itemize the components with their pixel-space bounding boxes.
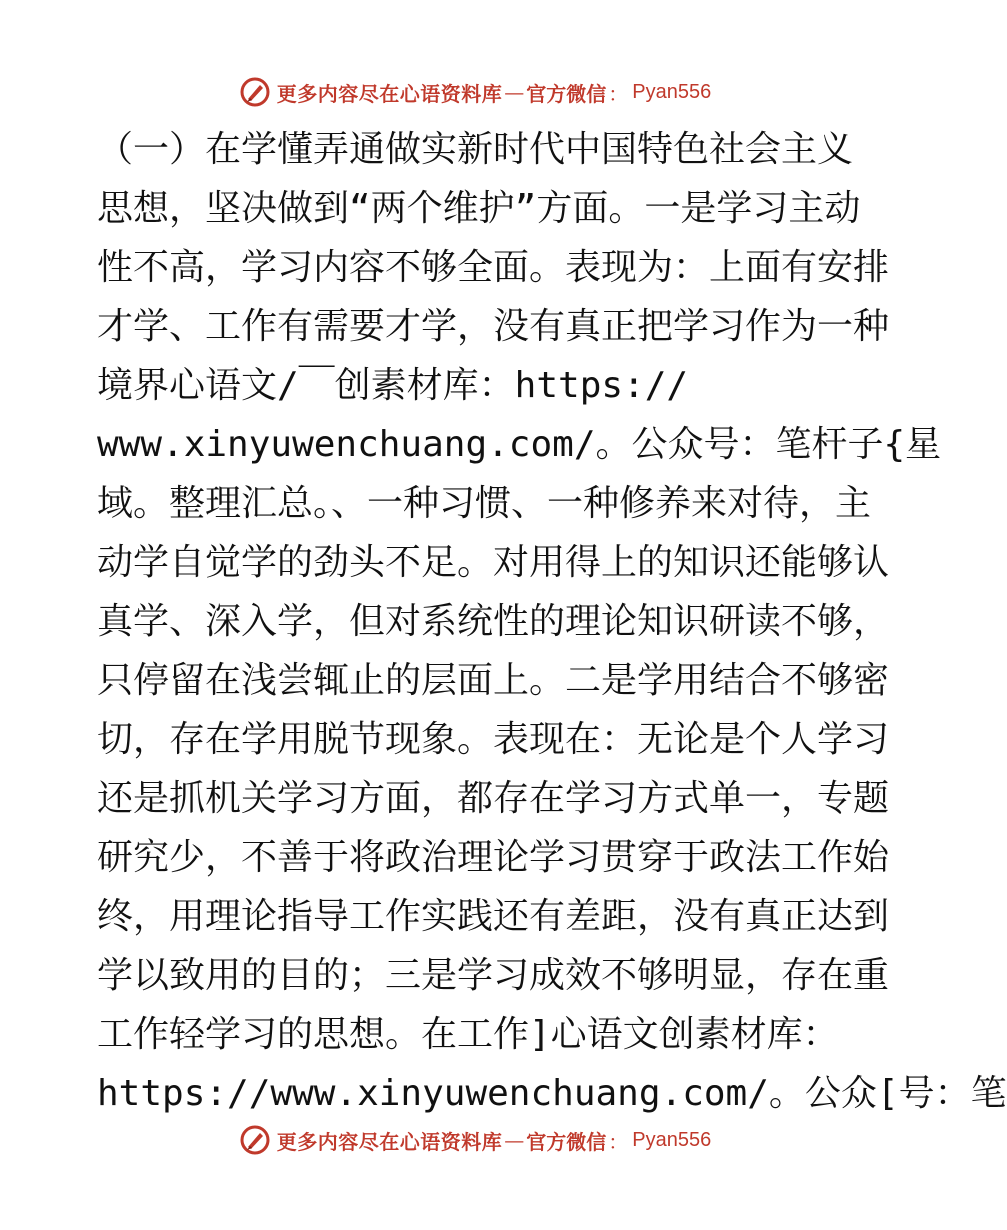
brush-logo-icon [239,76,271,108]
body-line: 境界心语文/￣创素材库：https:// [97,365,689,406]
header-watermark-banner [0,72,950,112]
body-line: 只停留在浅尝辄止的层面上。二是学用结合不够密 [97,660,890,701]
body-text [97,120,1007,1123]
body-line: 还是抓机关学习方面，都存在学习方式单一，专题 [97,778,890,819]
brush-logo-icon [239,1124,271,1156]
footer-colon: ： [608,1129,629,1154]
footer-wechat-label: 官方微信 [526,1129,607,1154]
body-line: 思想，坚决做到“两个维护”方面。一是学习主动 [97,188,861,229]
body-line: 研究少，不善于将政治理论学习贯穿于政法工作始 [97,837,890,878]
body-line: 性不高，学习内容不够全面。表现为：上面有安排 [97,247,890,288]
body-line: 工作轻学习的思想。在工作]心语文创素材库： [97,1014,839,1055]
body-line: 域。整理汇总。、一种习惯、一种修养来对待，主 [97,483,872,524]
body-line: 切，存在学用脱节现象。表现在：无论是个人学习 [97,719,890,760]
header-wechat-label: 官方微信 [526,81,607,106]
body-line: 动学自觉学的劲头不足。对用得上的知识还能够认 [97,542,890,583]
footer-dash: — [504,1128,525,1152]
header-wechat-handle: Pyan556 [632,80,712,103]
body-line: https://www.xinyuwenchuang.com/。公众[号：笔 [97,1073,1007,1114]
body-line: www.xinyuwenchuang.com/。公众号：笔杆子{星 [97,424,942,465]
body-line: 真学、深入学，但对系统性的理论知识研读不够， [97,601,890,642]
body-line: （一）在学懂弄通做实新时代中国特色社会主义 [97,129,854,170]
header-colon: ： [608,81,629,106]
header-brand-text: 更多内容尽在心语资料库 [276,81,503,106]
body-line: 才学、工作有需要才学，没有真正把学习作为一种 [97,306,890,347]
body-line: 学以致用的目的；三是学习成效不够明显，存在重 [97,955,890,996]
header-dash: — [504,80,525,104]
footer-wechat-handle: Pyan556 [632,1128,712,1151]
footer-brand-text: 更多内容尽在心语资料库 [276,1129,503,1154]
footer-watermark-banner [0,1120,950,1160]
body-line: 终，用理论指导工作实践还有差距，没有真正达到 [97,896,890,937]
